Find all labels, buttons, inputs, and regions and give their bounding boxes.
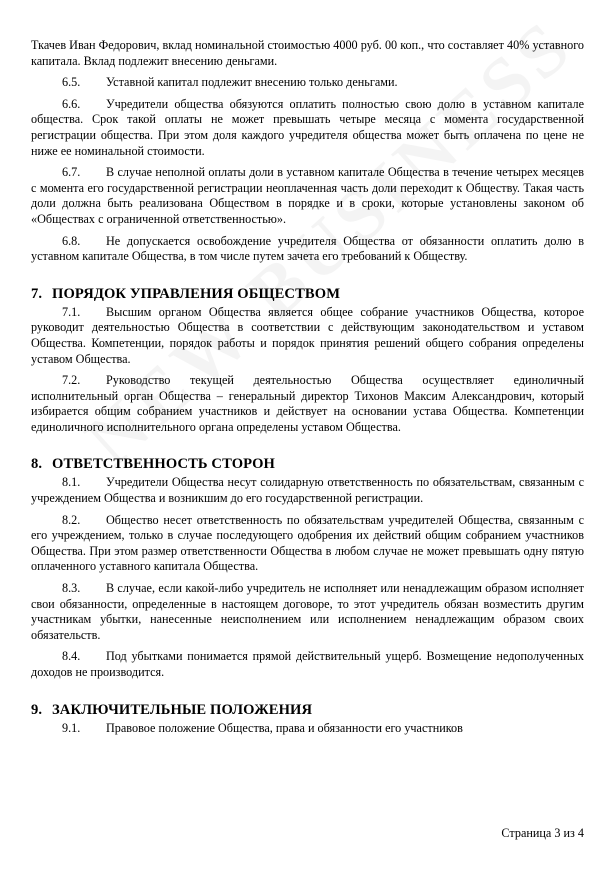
paragraph-text: Учредители общества обязуются оплатить полностью свою долю в уставном капитале общества. Срок такой оплаты не может превышать четыре месяца с момента государственной регистрации общества. При этом доля каждого учредителя общества может быть оплачена по цене не ниже ее номинальной стоимости. bbox=[31, 96, 584, 158]
paragraph-text: В случае неполной оплаты доли в уставном капитале Общества в течение четырех месяцев с момента его государственной регистрации неоплаченная часть доли переходит к Обществу. Такая часть доли должна быть реализована Обществом в порядке и в сроки, которые установлены законом об «Обществах с ограниченной ответственностью». bbox=[31, 165, 584, 226]
paragraph-9-1 bbox=[31, 721, 584, 737]
paragraph-6-8 bbox=[31, 234, 584, 265]
paragraph-number: 9.1. bbox=[62, 720, 81, 735]
section-title: ПОРЯДОК УПРАВЛЕНИЯ ОБЩЕСТВОМ bbox=[52, 285, 341, 302]
paragraph-number: 7.2. bbox=[62, 373, 81, 388]
paragraph-text: Не допускается освобождение учредителя Общества от обязанности оплатить долю в уставном капитале Общества, в том числе путем зачета его требований к Обществу. bbox=[31, 233, 584, 264]
section-heading-7 bbox=[31, 285, 584, 303]
paragraph-number: 6.5. bbox=[62, 75, 81, 90]
section-heading-9 bbox=[31, 701, 584, 719]
paragraph-text: Правовое положение Общества, права и обязанности его участников bbox=[106, 720, 463, 735]
paragraph-6-7 bbox=[31, 165, 584, 227]
paragraph-text: Учредители Общества несут солидарную ответственность по обязательствам, связанным с учреждением Общества и возникшим до его государственной регистрации. bbox=[31, 475, 584, 506]
section-heading-8 bbox=[31, 455, 584, 473]
paragraph-8-3 bbox=[31, 581, 584, 643]
paragraph-6-6 bbox=[31, 97, 584, 159]
paragraph-7-1 bbox=[31, 305, 584, 367]
paragraph-number: 6.7. bbox=[62, 165, 81, 180]
paragraph-founder-contribution: Ткачев Иван Федорович, вклад номинальной стоимостью 4000 руб. 00 коп., что составляет 40% уставного капитала. Вклад подлежит внесению деньгами. bbox=[31, 38, 584, 68]
paragraph-number: 6.8. bbox=[62, 233, 81, 248]
page-number-footer: Страница 3 из 4 bbox=[501, 826, 584, 840]
section-title: ОТВЕТСТВЕННОСТЬ СТОРОН bbox=[52, 456, 275, 473]
document-page bbox=[31, 38, 584, 742]
paragraph-number: 6.6. bbox=[62, 96, 81, 111]
section-title: ЗАКЛЮЧИТЕЛЬНЫЕ ПОЛОЖЕНИЯ bbox=[52, 701, 313, 718]
paragraph-number: 8.3. bbox=[62, 581, 81, 596]
paragraph-text: Под убытками понимается прямой действительный ущерб. Возмещение недополученных доходов не производится. bbox=[31, 649, 584, 679]
paragraph-8-2 bbox=[31, 513, 584, 575]
paragraph-number: 7.1. bbox=[62, 304, 81, 319]
paragraph-8-1 bbox=[31, 475, 584, 506]
paragraph-6-5 bbox=[31, 75, 584, 91]
section-number: 9. bbox=[31, 701, 43, 718]
paragraph-8-4 bbox=[31, 649, 584, 680]
paragraph-text: В случае, если какой-либо учредитель не исполняет или ненадлежащим образом исполняет свои обязанности, определенные в настоящем договоре, то этот учредитель обязан возместить другим участникам убытки, нанесенные неисполнением или исполнением ненадлежащим образом своих обязательств. bbox=[31, 581, 584, 642]
paragraph-text: Высшим органом Общества является общее собрание участников Общества, которое руководит деятельностью Общества в соответствии с действующим законодательством и уставом Общества. Компетенции, порядок работы и порядок принятия решений общего собрания определены уставом Общества. bbox=[31, 304, 584, 366]
paragraph-number: 8.1. bbox=[62, 475, 81, 490]
paragraph-number: 8.2. bbox=[62, 512, 81, 527]
paragraph-number: 8.4. bbox=[62, 649, 81, 664]
paragraph-text: Руководство текущей деятельностью Общества осуществляет единоличный исполнительный орган Общества – генеральный директор Тихонов Максим Александрович, который избирается общим собранием участников и действует на основании устава Общества. Компетенции единоличного исполнительного органа определены уставом Общества. bbox=[31, 373, 584, 434]
section-number: 8. bbox=[31, 456, 43, 473]
paragraph-text: Общество несет ответственность по обязательствам учредителей Общества, связанным с его учреждением, только в случае последующего одобрения их действий общим собранием участников Общества. При этом размер ответственности Общества в любом случае не может превышать одну пятую оплаченного уставного капитала Общества. bbox=[31, 512, 584, 574]
paragraph-7-2 bbox=[31, 373, 584, 435]
section-number: 7. bbox=[31, 285, 43, 302]
paragraph-text: Уставной капитал подлежит внесению только деньгами. bbox=[106, 75, 398, 90]
